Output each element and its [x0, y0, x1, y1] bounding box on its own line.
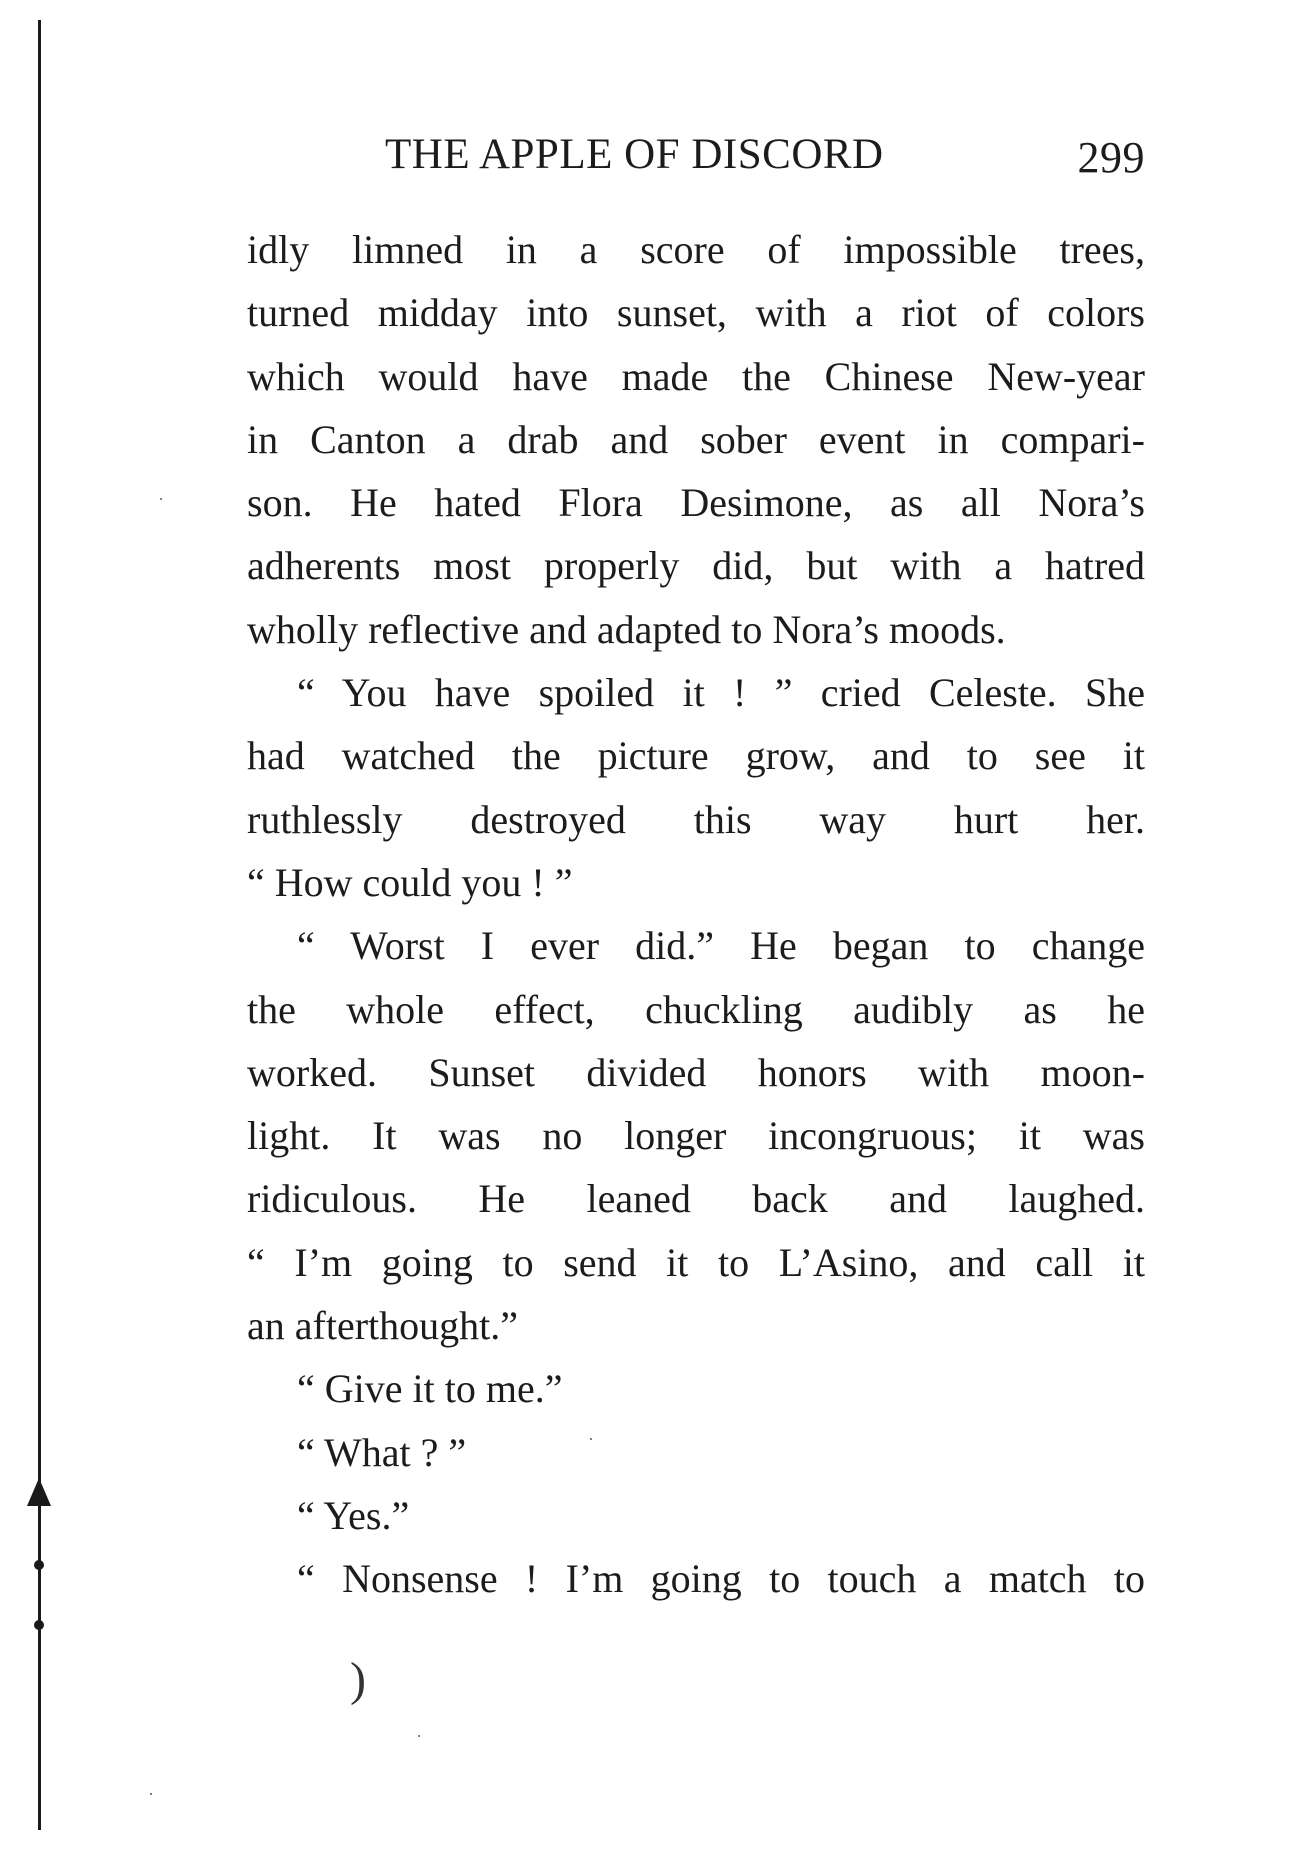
text-line: “ Give it to me.”	[297, 1366, 563, 1412]
text-line: “ Worst I ever did.” He began to change	[297, 923, 1145, 969]
text-line: light. It was no longer incongruous; it was	[247, 1113, 1145, 1159]
text-line: “ How could you ! ”	[247, 859, 573, 905]
text-line: ruthlessly destroyed this way hurt her.	[247, 796, 1145, 842]
text-line: adherents most properly did, but with a hatred	[247, 543, 1145, 589]
text-line: “ Nonsense ! I’m going to touch a match to	[297, 1556, 1145, 1602]
text-line: idly limned in a score of impossible trees,	[247, 227, 1145, 272]
text-line: had watched the picture grow, and to see it	[247, 733, 1145, 779]
text-line: “ I’m going to send it to L’Asino, and call it	[247, 1239, 1145, 1285]
running-title: THE APPLE OF DISCORD	[385, 131, 884, 178]
text-line: “ Yes.”	[297, 1492, 410, 1538]
text-line: turned midday into sunset, with a riot of colors	[247, 290, 1145, 336]
text-line: “ What ? ”	[297, 1429, 467, 1475]
text-line: an afterthought.”	[247, 1303, 518, 1349]
text-line: ridiculous. He leaned back and laughed.	[247, 1176, 1145, 1222]
paper-speck	[150, 1793, 152, 1795]
paper-speck	[418, 1735, 420, 1737]
text-line: son. He hated Flora Desimone, as all Nora’s	[247, 480, 1145, 526]
text-line: which would have made the Chinese New-year	[247, 353, 1145, 399]
binding-edge-line	[38, 20, 41, 1830]
text-line: in Canton a drab and sober event in compari-	[247, 416, 1145, 462]
text-line: worked. Sunset divided honors with moon-	[247, 1049, 1145, 1095]
text-line: the whole effect, chuckling audibly as he	[247, 986, 1145, 1032]
page-number: 299	[1077, 133, 1145, 182]
text-line: “ You have spoiled it ! ” cried Celeste. She	[297, 670, 1145, 716]
stray-bracket-mark: )	[350, 1653, 366, 1706]
binding-dot-mark	[34, 1620, 44, 1630]
binding-dot-mark	[34, 1560, 44, 1570]
binding-arrow-mark	[27, 1478, 51, 1506]
paper-speck	[160, 498, 162, 500]
body-text	[247, 218, 1145, 1611]
running-head	[385, 130, 1145, 190]
text-line: wholly reflective and adapted to Nora’s moods.	[247, 606, 1006, 652]
